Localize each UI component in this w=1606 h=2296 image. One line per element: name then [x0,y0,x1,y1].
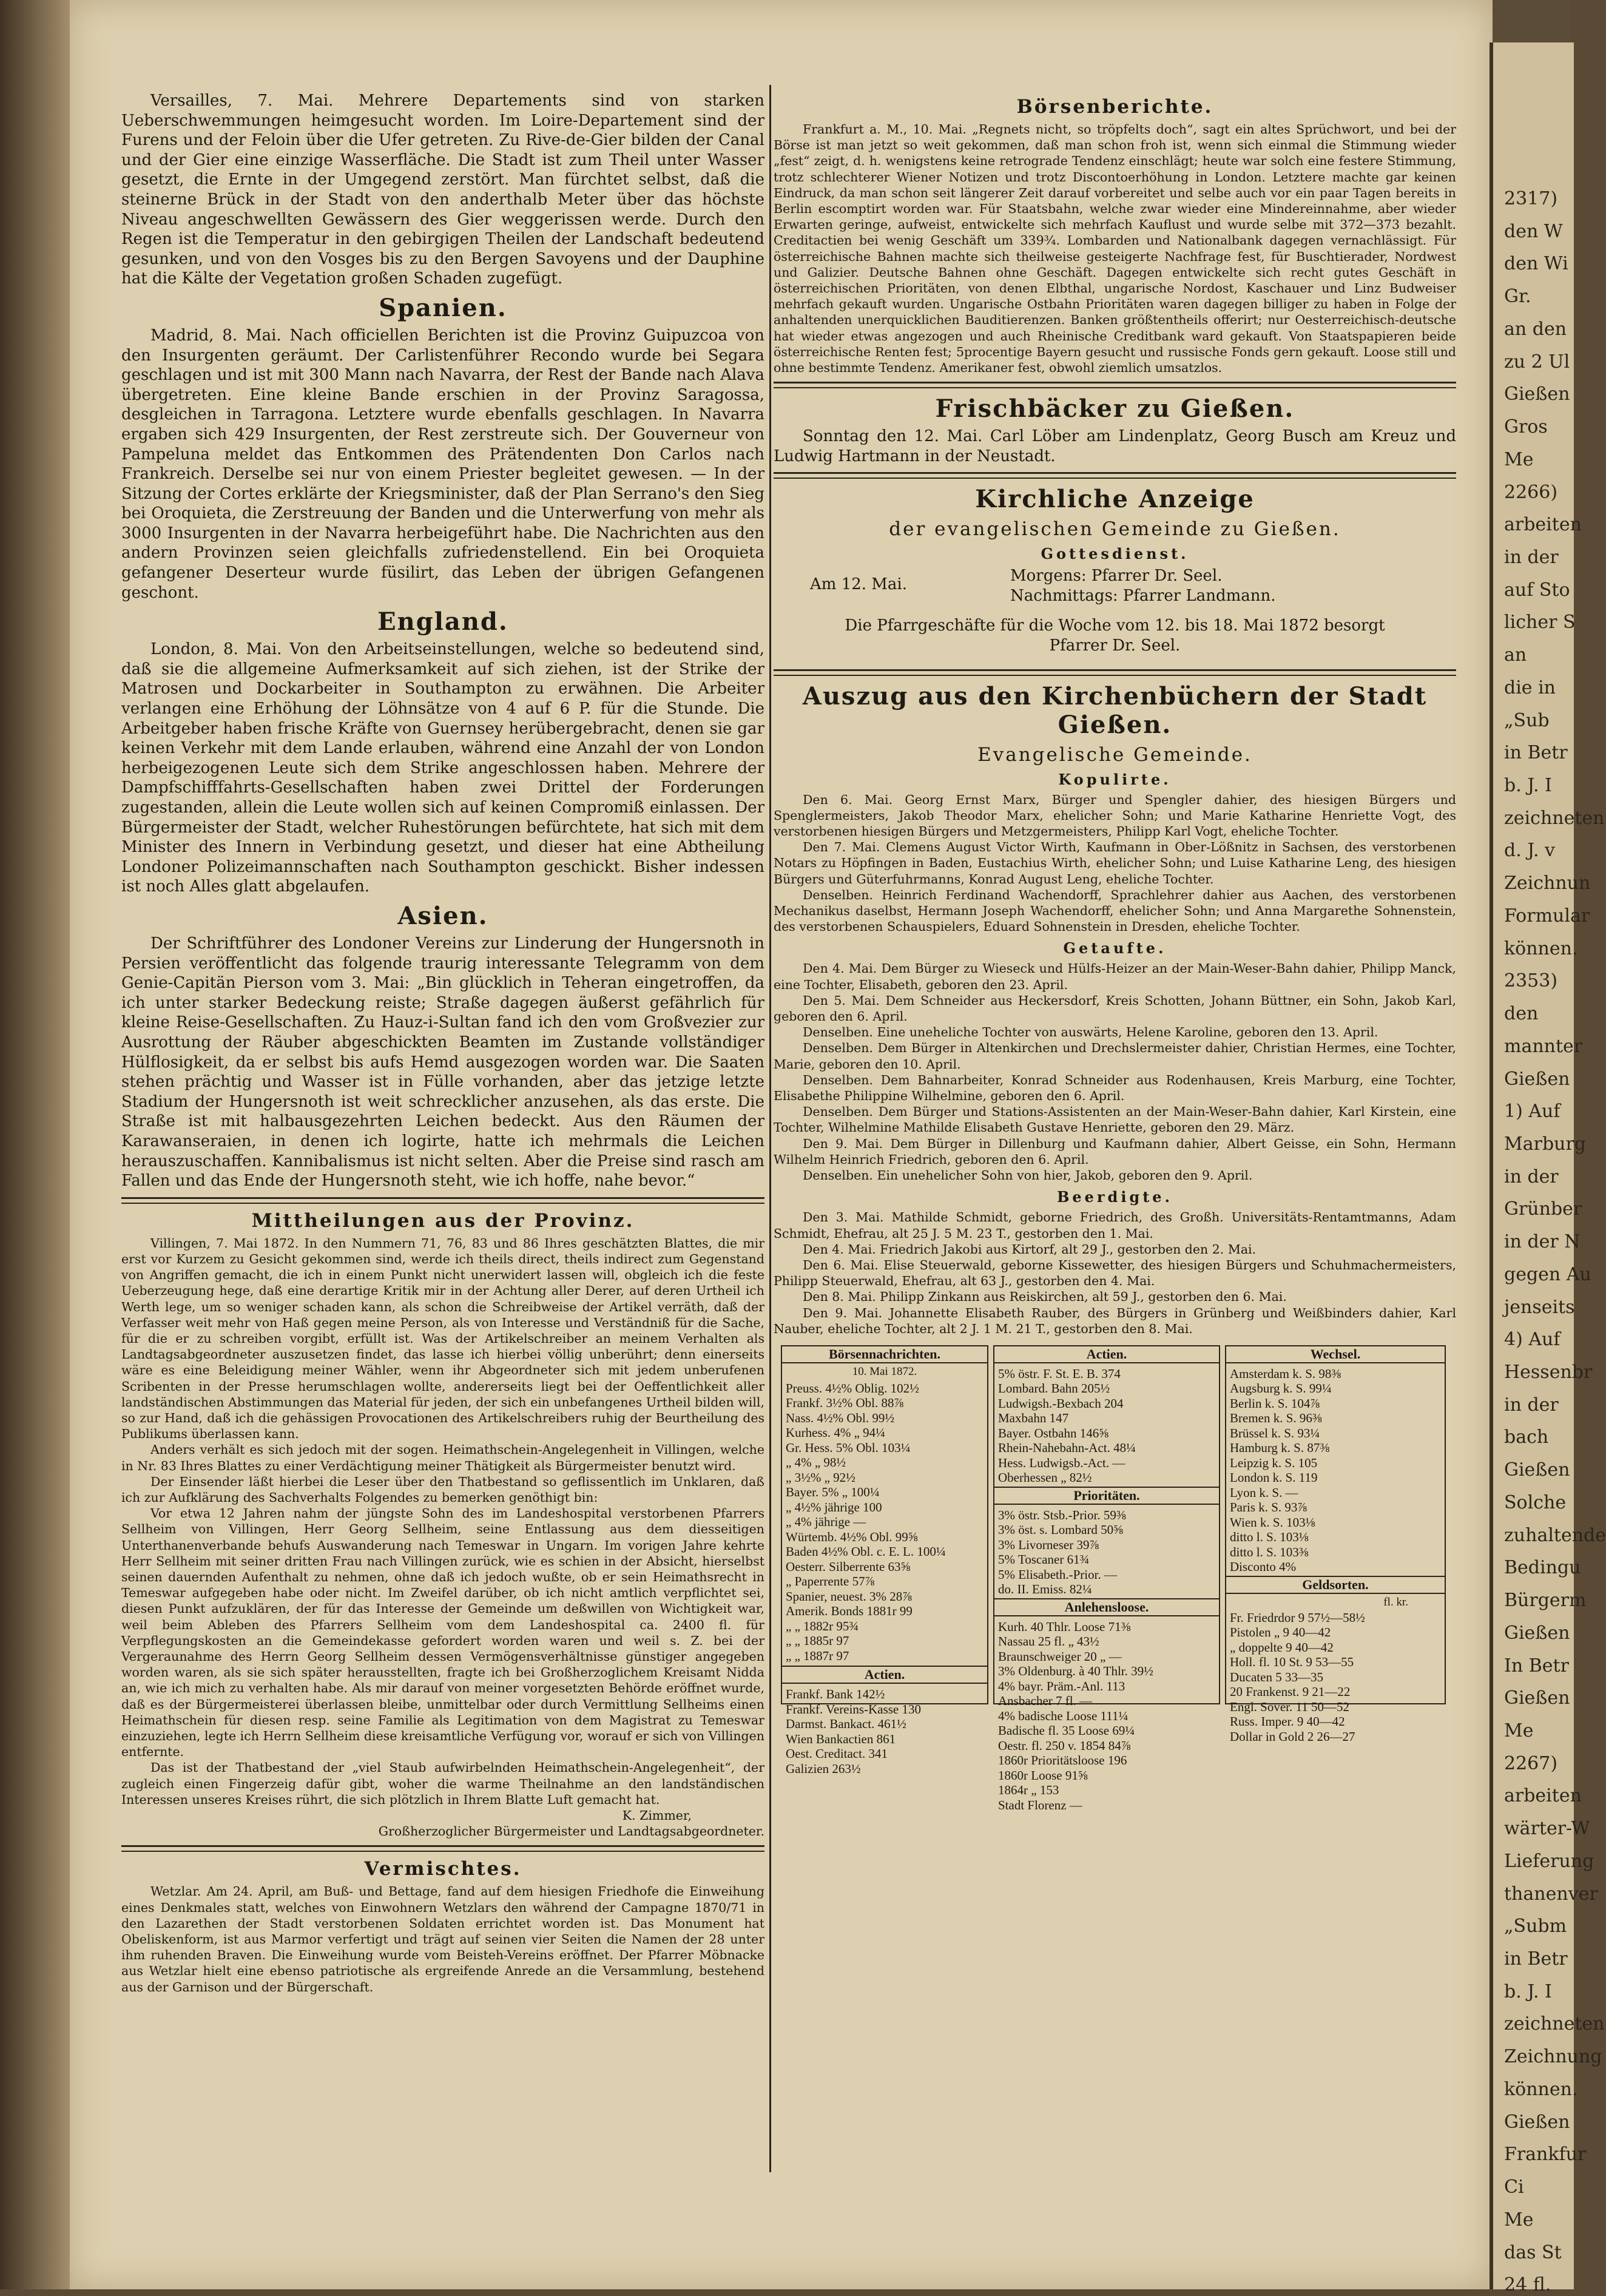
getaufte-list [774,961,1456,1183]
bond-row: Oesterr. Silberrente 63⅝ [786,1559,911,1574]
adjacent-page-fragment: bach [1504,1427,1549,1448]
adjacent-page-fragment: wärter-W [1504,1818,1590,1839]
adjacent-page-fragment: können. [1504,2079,1578,2100]
bond-row: „ Paperrente 57⅞ [786,1574,875,1589]
anlehensloose-row: 1860r Loose 91⅝ [998,1768,1088,1783]
provinz-paragraph: Das ist der Thatbestand der „viel Staub aufwirbelnden Heimathschein-Angelegenheit“, der zugleich einen Fingerzeig dafür gibt, woher die warme Theilnahme an den landständischen Interessen unseres Kreises rührt, die sich plötzlich in Ihrem Blatte Luft gemacht hat. [121,1760,764,1807]
bond-row: „ „ 1882r 95¾ [786,1618,859,1633]
binding-gutter [0,0,73,2289]
provinz-paragraph: Der Einsender läßt hierbei die Leser über den Thatbestand so geflissentlich im Unklaren, daß ich zur Aufklärung des Sachverhalts Folgendes zu bemerken genöthigt bin: [121,1474,764,1505]
kopulirte-heading: Kopulirte. [1058,770,1172,788]
actien-list-1 [782,1686,987,1777]
getaufte-entry: Denselben. Eine uneheliche Tochter von auswärts, Helene Karoline, geboren den 13. April. [803,1025,1378,1040]
anlehensloose-row: Nassau 25 fl. „ 43½ [998,1634,1099,1649]
bond-list [782,1379,987,1666]
bond-row: Nass. 4½% Obl. 99½ [786,1410,895,1425]
gottesdienst-nachmittags: Nachmittags: Pfarrer Landmann. [1010,587,1276,606]
adjacent-page-fragment: an den [1504,319,1567,340]
provinz-signature-title: Großherzoglicher Bürgermeister und Landtagsabgeordneter. [378,1824,764,1839]
bond-row: Spanier, neuest. 3% 28⅞ [786,1589,912,1604]
provinz-signature-name: K. Zimmer, [622,1808,692,1823]
prioritaeten-row: 3% öst. s. Lombard 50⅝ [998,1522,1123,1538]
bond-row: Baden 4½% Obl. c. E. L. 100¼ [786,1544,946,1559]
anlehensloose-row: Stadt Florenz — [998,1797,1082,1812]
adjacent-page-fragment: Gießen [1504,1687,1570,1709]
adjacent-page-fragment: In Betr [1504,1655,1569,1676]
bond-row: „ 4% jährige — [786,1514,866,1530]
actien-row: 5% östr. F. St. E. B. 374 [998,1366,1121,1381]
anlehensloose-heading: Anlehensloose. [994,1598,1219,1616]
pfarrgeschaefte-text: Die Pfarrgeschäfte für die Woche vom 12. bis 18. Mai 1872 besorgt Pfarrer Dr. Seel. [845,616,1385,655]
adjacent-page-fragment: können. [1504,938,1578,959]
adjacent-page-fragment: d. J. v [1504,840,1555,861]
wechsel-row: Berlin k. S. 104⅞ [1230,1396,1320,1411]
adjacent-page-fragment: den W [1504,221,1563,242]
adjacent-page-fragment: 24 fl. [1504,2274,1551,2295]
adjacent-page-fragment: Lieferung [1504,1851,1594,1872]
adjacent-page-fragment: gegen Au [1504,1264,1591,1285]
wechsel-row: Augsburg k. S. 99¼ [1230,1381,1332,1396]
adjacent-page-fragment: an [1504,644,1527,666]
provinz-paragraph: Anders verhält es sich jedoch mit der sogen. Heimathschein-Angelegenheit in Villingen, welche in Nr. 83 Ihres Blattes zu einer Verdächtigung meiner Thätigkeit als Bürgermeister benutzt wird. [121,1442,764,1473]
adjacent-page-fragment: 4) Auf [1504,1329,1560,1350]
beerdigte-entry: Den 9. Mai. Johannette Elisabeth Rauber, des Bürgers in Grünberg und Weißbinders dahier, Karl Nauber, eheliche Tochter, alt 2 J. 1 M. 21 T., gestorben den 8. Mai. [774,1305,1456,1336]
wechsel-heading: Wechsel. [1226,1346,1445,1363]
adjacent-page-fragment: mannter [1504,1036,1583,1057]
gottesdienst-heading: Gottesdienst. [1041,545,1189,563]
adjacent-page-fragment: jenseits [1504,1297,1575,1318]
anlehensloose-row: Kurh. 40 Thlr. Loose 71⅜ [998,1619,1131,1634]
article-spanien: Madrid, 8. Mai. Nach officiellen Berichten ist die Provinz Guipuzcoa von den Insurgenten geräumt. Der Carlistenführer Recondo wurde bei Segara geschlagen und ist mit 300 Mann nach Navarra, der Rest der Bande nach Alava übergetreten. Eine kleine Bande erschien in der Provinz Saragossa, desgleichen in Tarragona. Letztere wurde ebenfalls geschlagen. In Navarra ergaben sich 429 Insurgenten, der Rest zerstreute sich. Der Gouverneur von Pampeluna meldet das Entkommen des Prätendenten Don Carlos nach Frankreich. Derselbe sei nur von einem Priester begleitet gewesen. — In der Sitzung der Cortes erklärte der Kriegsminister, daß der Plan Serrano's den Sieg bei Oroquieta, die Zerstreuung der Banden und die Unterwerfung von mehr als 3000 Insurgenten in der Navarra herbeigeführt habe. Die Nachrichten aus den andern Provinzen seien gleichfalls zufriedenstellend. Ein bei Oroquieta gefangener Deserteur wurde füsilirt, das Leben der übrigen Gefangenen geschont. [121,326,764,602]
wechsel-row: ditto l. S. 103⅜ [1230,1544,1309,1559]
prioritaeten-row: do. II. Emiss. 82¼ [998,1582,1092,1597]
adjacent-page-fragment: zeichneten [1504,2013,1605,2034]
adjacent-page-fragment: zu 2 Ul [1504,351,1570,373]
geldsorten-row: Russ. Imper. 9 40—42 [1230,1714,1345,1729]
adjacent-page-fragment: den Wi [1504,253,1568,274]
geldsorten-row: Pistolen „ 9 40—42 [1230,1625,1331,1640]
wechsel-row: Bremen k. S. 96⅜ [1230,1411,1322,1426]
article-wetzlar: Wetzlar. Am 24. April, am Buß- und Bettage, fand auf dem hiesigen Friedhofe die Einweihung eines Denkmales statt, welches von Einwohnern Wetzlars den während der Campagne 1870/71 in den Lazarethen der Stadt verstorbenen Soldaten errichtet worden ist. Das Monument hat Obeliskenform, ist aus Marmor verfertigt und trägt auf seinen vier Seiten die Namen der 28 unter ihm ruhenden Braven. Die Einweihung wurde vom Beisteh-Vereins eröffnet. Der Pfarrer Möbnacke aus Wetzlar hielt eine ebenso patriotische als ergreifende Anrede an die Versammlung, bestehend aus der Garnison und der Bürgerschaft. [121,1884,764,1994]
actien-row: Rhein-Nahebahn-Act. 48¼ [998,1440,1136,1456]
adjacent-page-fragment: „Subm [1504,1916,1567,1937]
bond-row: „ 4½% jährige 100 [786,1499,882,1514]
adjacent-page-fragment: auf Sto [1504,579,1570,601]
divider [121,1197,764,1204]
adjacent-page-fragment: Zeichnung [1504,2046,1602,2067]
bond-row: Gr. Hess. 5% Obl. 103¼ [786,1440,911,1455]
beerdigte-entry: Den 3. Mai. Mathilde Schmidt, geborne Friedrich, des Großh. Universitäts-Rentamtmanns, Adam Schmidt, Ehefrau, alt 25 J. 5 M. 23 T., gestorben den 1. Mai. [774,1210,1456,1241]
kopulirte-entry: Den 7. Mai. Clemens August Victor Wirth, Kaufmann in Ober-Lößnitz in Sachsen, des verstorbenen Notars zu Höpfingen in Baden, Eustachius Wirth, ehelicher Sohn; und Luise Katharine Leng, des hiesigen Bürgers und Güterfuhrmanns, Konrad August Leng, eheliche Tochter. [774,840,1456,886]
adjacent-page-fragment: Marburg [1504,1133,1587,1155]
right-column [774,91,1456,2190]
adjacent-page-fragment: zeichneten [1504,808,1605,829]
column-rule [769,85,771,2172]
section-heading-spanien: Spanien. [379,293,507,322]
geldsorten-row: 20 Frankenst. 9 21—22 [1230,1684,1351,1700]
adjacent-page-fragment: Zeichnun [1504,873,1591,894]
actien-row: Galizien 263½ [786,1761,861,1776]
adjacent-page-fragment: in Betr [1504,742,1568,763]
section-heading-boersenberichte: Börsenberichte. [1016,96,1213,118]
actien-heading-1: Actien. [782,1666,987,1684]
actien-row: Oberhessen „ 82½ [998,1470,1092,1485]
adjacent-page-fragment: Frankfur [1504,2144,1587,2165]
adjacent-page-fragment: b. J. I [1504,1981,1552,2002]
gottesdienst-block [774,566,1456,609]
anlehensloose-row: 1864r „ 153 [998,1783,1059,1798]
adjacent-page-fragment: Ci [1504,2176,1524,2198]
prioritaeten-heading: Prioritäten. [994,1487,1219,1505]
actien-list-2 [994,1365,1219,1487]
gottesdienst-morgens: Morgens: Pfarrer Dr. Seel. [1010,567,1223,586]
adjacent-page-fragment: Gr. [1504,286,1531,307]
prioritaeten-row: 3% Livorneser 39⅞ [998,1537,1099,1552]
adjacent-page-fragment: die in [1504,677,1556,698]
adjacent-page-fragment: das St [1504,2242,1562,2263]
adjacent-page-fragment: in Betr [1504,1948,1568,1970]
getaufte-entry: Den 5. Mai. Dem Schneider aus Heckersdorf, Kreis Schotten, Johann Büttner, ein Sohn, Jakob Karl, geboren den 6. April. [774,993,1456,1024]
adjacent-page-fragment: b. J. I [1504,775,1552,796]
kirchliche-subheading: der evangelischen Gemeinde zu Gießen. [889,518,1341,541]
geldsorten-list [1226,1609,1445,1746]
wechsel-row: Paris k. S. 93⅞ [1230,1500,1307,1515]
wechsel-row: Brüssel k. S. 93¼ [1230,1425,1320,1440]
getaufte-entry: Denselben. Dem Bürger und Stations-Assistenten an der Main-Weser-Bahn dahier, Karl Kirstein, eine Tochter, Wilhelmine Mathilde Elisabeth Gustave Henriette, geboren den 29. März. [774,1104,1456,1135]
actien-row: Wien Bankactien 861 [786,1731,896,1746]
adjacent-page-fragment: in der [1504,1166,1559,1187]
anlehensloose-row: 4% badische Loose 111¼ [998,1708,1129,1723]
adjacent-page-edge [1490,42,1606,2295]
adjacent-page-fragment: Gießen [1504,1622,1570,1644]
beerdigte-entry: Den 4. Mai. Friedrich Jakobi aus Kirtorf, alt 29 J., gestorben den 2. Mai. [803,1241,1257,1257]
adjacent-page-fragment: 2266) [1504,482,1558,503]
beerdigte-list [774,1209,1456,1337]
section-heading-vermischtes: Vermischtes. [364,1858,522,1880]
geldsorten-row: Holl. fl. 10 St. 9 53—55 [1230,1655,1354,1670]
beerdigte-entry: Den 6. Mai. Elise Steuerwald, geborne Kissewetter, des hiesigen Bürgers und Schuhmachermeisters, Philipp Steuerwald, Ehefrau, alt 63 J., gestorben den 4. Mai. [774,1257,1456,1289]
adjacent-page-fragment: 2317) [1504,188,1558,209]
adjacent-page-fragment: in der [1504,1394,1559,1416]
section-heading-kirchliche-anzeige: Kirchliche Anzeige [975,485,1255,514]
actien-row: Ludwigsh.-Bexbach 204 [998,1396,1124,1411]
actien-row: Frankf. Vereins-Kasse 130 [786,1701,921,1717]
market-table [781,1345,1451,1812]
adjacent-page-fragment: arbeiten [1504,514,1582,535]
anlehensloose-row: 3% Oldenburg. à 40 Thlr. 39½ [998,1664,1153,1679]
prioritaeten-row: 3% östr. Stsb.-Prior. 59⅜ [998,1507,1126,1522]
anlehensloose-row: Ansbacher 7 fl. — [998,1693,1093,1709]
wechsel-row: ditto l. S. 103⅛ [1230,1530,1309,1545]
actien-row: Hess. Ludwigsb.-Act. — [998,1455,1125,1470]
adjacent-page-fragment: Formular [1504,905,1590,927]
kopulirte-entry: Den 6. Mai. Georg Ernst Marx, Bürger und Spengler dahier, des hiesigen Bürgers und Spenglermeisters, Jakob Theodor Marx, ehelicher Sohn; und Marie Katharine Henriette Vogt, des verstorbenen hiesigen Bürgers und Metzgermeisters, Philipp Karl Vogt, eheliche Tochter. [774,792,1456,839]
bond-row: Bayer. 5% „ 100¼ [786,1485,880,1500]
geldsorten-row: Engl. Sover. 11 50—52 [1230,1699,1349,1714]
kopulirte-list [774,792,1456,935]
actien-row: Oest. Creditact. 341 [786,1746,888,1761]
bond-row: Preuss. 4½% Oblig. 102½ [786,1380,919,1396]
adjacent-page-fragment: zuhaltende [1504,1525,1606,1546]
anlehensloose-row: Oestr. fl. 250 v. 1854 84⅞ [998,1738,1131,1753]
actien-row: Darmst. Bankact. 461½ [786,1717,906,1732]
wechsel-row: Wien k. S. 103⅛ [1230,1514,1315,1530]
evangelische-gemeinde-heading: Evangelische Gemeinde. [977,743,1252,766]
divider [774,472,1456,479]
actien-row: Lombard. Bahn 205½ [998,1381,1110,1396]
geldsorten-heading: Geldsorten. [1226,1576,1445,1594]
adjacent-page-fragment: 1) Auf [1504,1101,1560,1122]
geldsorten-row: „ doppelte 9 40—42 [1230,1639,1334,1655]
gottesdienst-date: Am 12. Mai. [810,575,908,594]
getaufte-heading: Getaufte. [1063,939,1167,957]
bond-row: „ 3½% „ 92½ [786,1470,855,1485]
market-date: 10. Mai 1872. [852,1365,917,1378]
adjacent-page-fragment: Gießen [1504,2112,1570,2133]
wechsel-row: London k. S. 119 [1230,1470,1318,1485]
prioritaeten-row: 5% Elisabeth.-Prior. — [998,1567,1117,1582]
adjacent-page-fragment: licher S [1504,612,1576,633]
anlehensloose-row: Braunschweiger 20 „ — [998,1649,1122,1664]
getaufte-entry: Denselben. Dem Bahnarbeiter, Konrad Schneider aus Rodenhausen, Kreis Marburg, eine Tochter, Elisabethe Philippine Wilhelmine, geboren den 6. April. [774,1072,1456,1104]
market-title: Börsennachrichten. [782,1346,987,1363]
anlehensloose-row: 4% bayr. Präm.-Anl. 113 [998,1678,1125,1693]
adjacent-page-fragment: Me [1504,1720,1534,1741]
provinz-paragraph: Villingen, 7. Mai 1872. In den Nummern 71, 76, 83 und 86 Ihres geschätzten Blattes, die mir erst vor Kurzem zu Gesicht gekommen sind, werde ich theils direct, theils indirect zum Gegenstand von Angriffen gemacht, die ich in einem Punkt nicht unerwidert lassen will, obgleich ich die feste Ueberzeugung hege, daß eine derartige Kritik mir in der Achtung aller Derer, auf deren Urtheil ich Werth lege, um so weniger schaden kann, als schon die Schreibweise der Artikel verräth, daß der Verfasser weit mehr von Haß gegen meine Person, als von Interesse und Verständniß für die Sache, für die er zu schreiben vorgibt, erfüllt ist. Was der Artikelschreiber an meinem Verhalten als Landtagsabgeordneter auszusetzen findet, das lasse ich hierbei völlig unberührt; denn einerseits wäre es eine Beleidigung meiner Wähler, wenn ihr Abgeordneter sich mit jedem unberufenen Scribenten in der Presse herumschlagen wollte, andererseits liegt bei der Oeffentlichkeit aller landständischen Abstimmungen das Material für jeden, der sich ein unbefangenes Urtheil bilden will, so zur Hand, daß ich die gehässigen Provocationen des Artikelschreibers ruhig der Beurtheilung des Publikums überlassen kann. [121,1235,764,1442]
wechsel-row: Disconto 4% [1230,1559,1297,1575]
article-england: London, 8. Mai. Von den Arbeitseinstellungen, welche so bedeutend sind, daß sie die allgemeine Aufmerksamkeit auf sich ziehen, ist der Strike der Matrosen und Dockarbeiter in Southampton zu erwähnen. Die Arbeiter verlangen eine Erhöhung der Löhnsätze von 4 auf 6 P. für die Stunde. Die Arbeitgeber haben frische Kräfte von Guernsey herübergebracht, denen sie gar keinen Verkehr mit dem Lande erlauben, während eine Anzahl der von London herbeigezogenen Leute sich dem Strike angeschlossen haben. Mehrere der Dampfschifffahrts-Gesellschaften haben zwei Drittel der Forderungen zugestanden, allein die Leute wollen sich auf keinen Compromiß einlassen. Der Bürgermeister der Stadt, welcher Ruhestörungen befürchtete, hat sich mit dem Minister des Innern in Verbindung gesetzt, und dieser hat eine Abtheilung Londoner Polizeimannschaften nach Southampton geschickt. Bisher indessen ist noch Alles glatt abgelaufen. [121,640,764,896]
actien-heading-2: Actien. [994,1346,1219,1363]
section-heading-provinz: Mittheilungen aus der Provinz. [251,1209,635,1232]
adjacent-page-fragment: Me [1504,449,1534,470]
adjacent-page-fragment: Hessenbr [1504,1362,1593,1383]
adjacent-page-fragment: thanenver [1504,1883,1598,1905]
adjacent-page-fragment: Gießen [1504,1459,1570,1481]
geldsorten-row: Ducaten 5 33—35 [1230,1669,1323,1684]
market-box-wechsel [1225,1345,1446,1744]
beerdigte-heading: Beerdigte. [1057,1188,1173,1206]
actien-row: Frankf. Bank 142½ [786,1687,885,1702]
bond-row: „ „ 1887r 97 [786,1648,849,1663]
bond-row: Würtemb. 4½% Obl. 99⅝ [786,1529,918,1544]
getaufte-entry: Denselben. Ein unehelicher Sohn von hier, Jakob, geboren den 9. April. [803,1168,1253,1183]
adjacent-page-fragment: Solche [1504,1492,1567,1513]
adjacent-page-fragment: in der N [1504,1231,1581,1252]
adjacent-page-fragment: „Sub [1504,710,1550,731]
wechsel-row: Amsterdam k. S. 98⅜ [1230,1366,1341,1381]
bond-row: „ „ 1885r 97 [786,1633,849,1649]
getaufte-entry: Den 4. Mai. Dem Bürger zu Wieseck und Hülfs-Heizer an der Main-Weser-Bahn dahier, Philipp Manck, eine Tochter, Elisabeth, geboren den 23. April. [774,961,1456,992]
wechsel-row: Lyon k. S. — [1230,1485,1298,1500]
frischbaecker-text: Sonntag den 12. Mai. Carl Löber am Lindenplatz, Georg Busch am Kreuz und Ludwig Hartmann in der Neustadt. [774,427,1456,465]
market-box-actien [993,1345,1220,1812]
wechsel-row: Leipzig k. S. 105 [1230,1455,1318,1470]
getaufte-entry: Den 9. Mai. Dem Bürger in Dillenburg und Kaufmann dahier, Albert Geisse, ein Sohn, Hermann Wilhelm Heinrich Friedrich, geboren den 6. April. [774,1136,1456,1167]
actien-row: Bayer. Ostbahn 146⅝ [998,1425,1108,1440]
anlehensloose-list [994,1618,1219,1814]
left-column [121,91,764,2190]
adjacent-page-fragment: Gros [1504,416,1548,437]
adjacent-page-fragment: Grünber [1504,1198,1582,1220]
adjacent-page-fragment: Gießen [1504,1069,1570,1090]
divider [774,669,1456,676]
adjacent-page-fragment: in der [1504,547,1559,568]
bond-row: Kurhess. 4% „ 94¼ [786,1425,885,1440]
adjacent-page-fragment: Bürgerm [1504,1590,1587,1611]
article-asien: Der Schriftführer des Londoner Vereins zur Linderung der Hungersnoth in Persien veröffentlicht das folgende traurig interessante Telegramm von dem Genie-Capitän Pierson vom 3. Mai: „Bin glücklich in Teheran eingetroffen, da ich unter starker Bedeckung reiste; Straße dagegen äußerst gefährlich für kleine Reise-Gesellschaften. Zu Hauz-i-Sultan fand ich den vom Großvezier zur Ausrottung der Räuber abgeschickten Beamten im Zustande vollständiger Hülflosigkeit, da er selbst bis aufs Hemd ausgezogen worden war. Die Saaten stehen prächtig und Wasser ist in Fülle vorhanden, aber das jetzige letzte Stadium der Hungersnoth ist weit schrecklicher anzusehen, als das erste. Die Straße ist mit halbausgezehrten Leichen bedeckt. Aus den Räumen der Karawanseraien, in denen ich logirte, hatte ich mehrmals die Leichen herauszuschaffen. Kannibalismus ist nicht selten. Aber die Preise sind rasch am Fallen und das Ende der Hungersnoth steht, wie ich hoffe, nahe bevor.“ [121,934,764,1190]
adjacent-page-fragment: 2267) [1504,1753,1558,1774]
adjacent-page-fragment: Gießen [1504,383,1570,405]
bond-row: Frankf. 3½% Obl. 88⅞ [786,1396,904,1411]
market-box-bonds [781,1345,988,1776]
article-boersenbericht: Frankfurt a. M., 10. Mai. „Regnets nicht, so tröpfelts doch“, sagt ein altes Sprüchwort, und bei der Börse ist man jetzt so weit gekommen, daß man schon froh ist, wenn sich einmal die Stimmung wieder „fest“ zeigt, d. h. wenigstens keine retrograde Tendenz einschlägt; heute war solch eine festere Stimmung, trotz schlechterer Wiener Notizen und trotz Discontoerhöhung in London. Letztere machte gar keinen Eindruck, da man schon seit längerer Zeit darauf vorbereitet und selbe auch vor ein paar Tagen bereits in Berlin escomptirt worden war. Für Staatsbahn, welche zwar wieder eine Mindereinnahme, aber wieder Erwarten geringe, aufweist, entwickelte sich mehrfach Kauflust und wurde selbe mit 372—373 bezahlt. Creditactien bei wenig Geschäft um 339¾. Lombarden und Nationalbank dagegen vernachlässigt. Für österreichische Bahnen machte sich theilweise gesteigerte Nachfrage fest, für Buschtierader, Nordwest und Galizier. Deutsche Bahnen ohne Geschäft. Dagegen entwickelte sich recht gutes Geschäft in österreichischen Prioritäten, von denen Elbthal, ungarische Nordost, Kaschauer und Linz Budweiser mehrfach gekauft wurden. Ungarische Ostbahn Prioritäten waren dagegen billiger zu haben in Folge der anhaltenden unerquicklichen Bauditierenzen. Banken größtentheils offerirt; nur Oesterreichisch-deutsche hat wieder etwas angezogen und auch Rheinische Creditbank ward gekauft. Von Staatspapieren beide österreichische Renten fest; 5procentige Bayern gesucht und russische Fonds gern gekauft. Loose still und ohne bestimmte Tendenz. Amerikaner fest, obwohl ziemlich umsatzlos. [774,122,1456,376]
adjacent-page-fragment: den [1504,1003,1539,1024]
actien-row: Maxbahn 147 [998,1411,1069,1426]
section-heading-asien: Asien. [397,901,488,930]
geldsorten-units: fl. kr. [1383,1595,1408,1609]
prioritaeten-row: 5% Toscaner 61¾ [998,1552,1090,1567]
prioritaeten-list [994,1507,1219,1598]
geldsorten-row: Dollar in Gold 2 26—27 [1230,1729,1355,1744]
provinz-paragraph: Vor etwa 12 Jahren nahm der jüngste Sohn des im Landeshospital verstorbenen Pfarrers Sellheim von Villingen, Herr Georg Sellheim, seine Entlassung aus dem diesseitigen Unterthanenverbande behufs Auswanderung nach Temeswar in Ungarn. Im vorigen Jahre kehrte Herr Sellheim mit seiner dritten Frau nach Villingen zurück, wie es schien in der Absicht, hierselbst seinen dauernden Aufenthalt zu nehmen, ohne daß ich jedoch wußte, ob er sein Heimathsrecht in Temeswar aufgegeben habe oder nicht. Im Zweifel darüber, ob ich nicht amtlich verpflichtet sei, diesen Punkt aufzuklären, der für das Interesse der Gemeinde um deßwillen von Wichtigkeit war, weil beim Ableben des Pfarrers Sellheim vom dem Landeshospital ca. 2400 fl. für Verpflegungskosten an die Gemeindekasse gefordert worden waren und weil s. Z. bei der Vergeraunahme des Herrn Georg Sellheim dessen Vermögensverhältnisse günstiger angegeben worden waren, als sie sich später herausstellten, fragte ich bei Großherzoglichem Kreisamt Nidda an, wie ich mich zu verhalten habe. Als mir darauf von meiner vorgesetzten Behörde eröffnet wurde, daß es der Bürgermeisterei überlassen bleibe, unmittelbar oder durch Vermittlung Sellheims einen Heimathschein für diesen resp. seine Familie als Legitimation von dem Magistrat zu Temeswar einzuziehen, legte ich Herrn Sellheim diese kreisamtliche Verfügung vor, worauf er sich von Villingen entfernte. [121,1506,764,1760]
anlehensloose-row: 1860r Prioritätsloose 196 [998,1753,1127,1768]
divider [774,382,1456,388]
kopulirte-entry: Denselben. Heinrich Ferdinand Wachendorff, Sprachlehrer dahier aus Aachen, des verstorbenen Mechanikus daselbst, Hermann Joseph Wachendorff, ehelicher Sohn; und Anna Margarethe Sohnenstein, des verstorbenen Schauspielers, Eduard Sohnenstein in Dresden, eheliche Tochter. [774,887,1456,934]
section-heading-england: England. [377,607,508,636]
bond-row: „ 4% „ 98½ [786,1455,846,1470]
getaufte-entry: Denselben. Dem Bürger in Altenkirchen und Drechslermeister dahier, Christian Hermes, eine Tochter, Marie, geboren den 10. April. [774,1041,1456,1072]
section-heading-auszug: Auszug aus den Kirchenbüchern der Stadt Gießen. [802,681,1428,739]
wechsel-row: Hamburg k. S. 87⅜ [1230,1440,1330,1456]
adjacent-page-fragment: Bedingu [1504,1557,1581,1578]
divider [121,1845,764,1852]
geldsorten-row: Fr. Friedrdor 9 57½—58½ [1230,1610,1365,1625]
section-heading-frischbaecker: Frischbäcker zu Gießen. [935,394,1295,424]
wechsel-list [1226,1365,1445,1576]
adjacent-page-fragment: arbeiten [1504,1785,1582,1806]
beerdigte-entry: Den 8. Mai. Philipp Zinkann aus Reiskirchen, alt 59 J., gestorben den 6. Mai. [803,1289,1287,1305]
adjacent-page-fragment: Me [1504,2209,1534,2230]
article-versailles: Versailles, 7. Mai. Mehrere Departements sind von starken Ueberschwemmungen heimgesucht worden. Im Loire-Departement sind der Furens und der Feloin über die Ufer getreten. Zu Rive-de-Gier bilden der Canal und der Gier eine einzige Wasserfläche. Die Stadt ist zum Theil unter Wasser gesetzt, die Ernte in der Umgegend zerstört. Man fürchtet selbst, daß die steinerne Brück in der Stadt von den anderthalb Meter über das höchste Niveau angeschwellten Gewässern des Gier weggerissen werde. Durch den Regen ist die Temperatur in den gebirgigen Theilen der Landschaft bedeutend gesunken, und von den Vosges bis zu den Bergen Savoyens und der Dauphine hat die Kälte der Vegetation großen Schaden zugefügt. [121,92,764,288]
bond-row: Amerik. Bonds 1881r 99 [786,1604,913,1619]
adjacent-page-fragment: 2353) [1504,970,1558,991]
anlehensloose-row: Badische fl. 35 Loose 69¼ [998,1723,1135,1738]
